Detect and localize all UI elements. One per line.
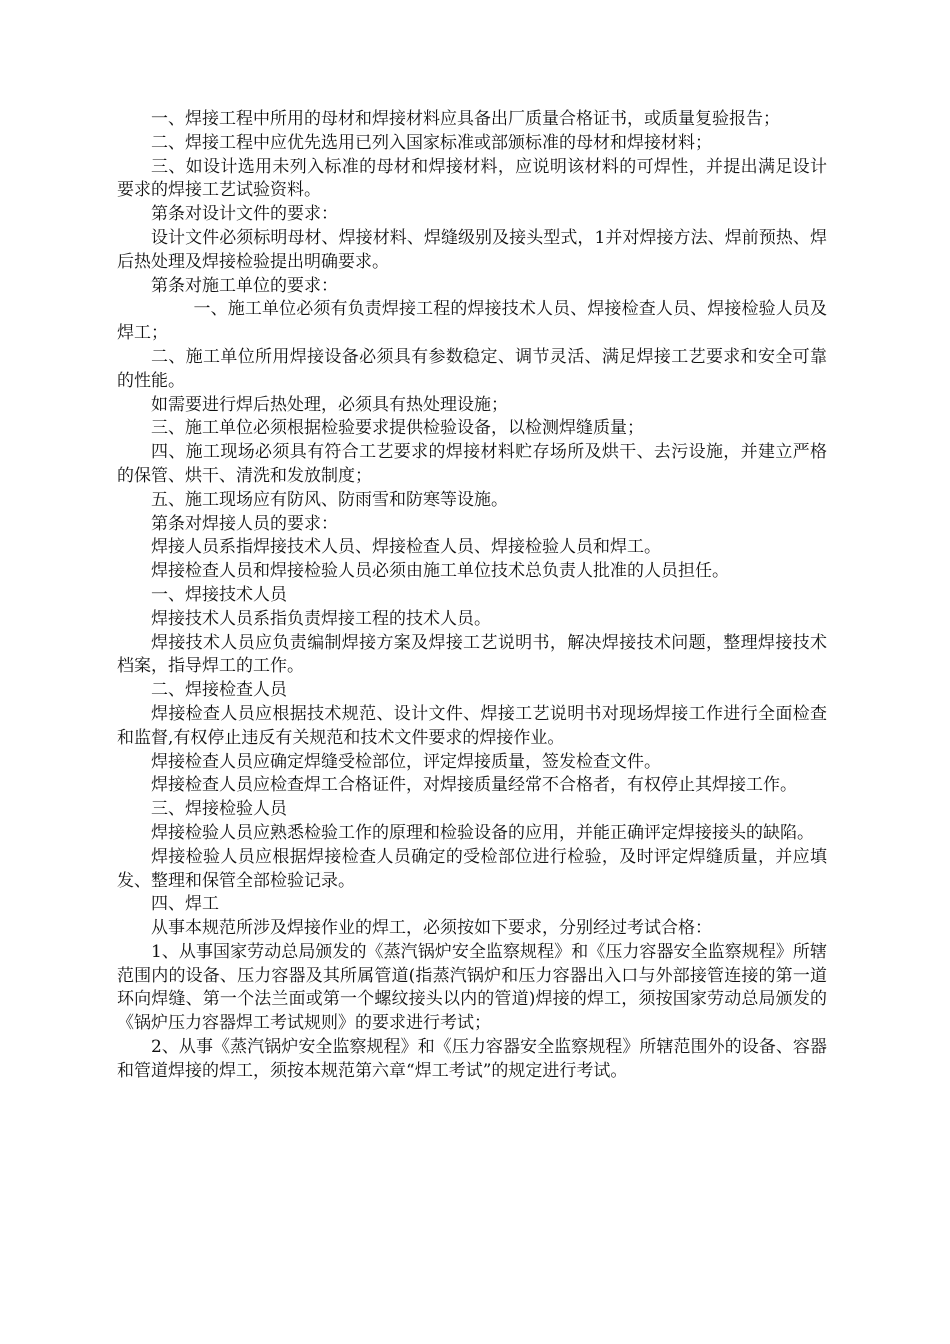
paragraph-2: 二、焊接工程中应优先选用已列入国家标准或部颁标准的母材和焊接材料；: [151, 132, 712, 153]
paragraph-11: 四、施工现场必须具有符合工艺要求的焊接材料贮存场所及烘干、去污设施，并建立严格的保管、烘干、清洗和发放制度；: [117, 442, 827, 486]
paragraph-27: 从事本规范所涉及焊接作业的焊工，必须按如下要求，分别经过考试合格：: [151, 918, 712, 939]
paragraph-3: 三、如设计选用未列入标准的母材和焊接材料，应说明该材料的可焊性，并提出满足设计要求的焊接工艺试验资料。: [117, 156, 827, 201]
paragraph-8: 二、施工单位所用焊接设备必须具有参数稳定、调节灵活、满足焊接工艺要求和安全可靠的性能。: [117, 346, 827, 391]
subheading-welders: 四、焊工: [151, 894, 219, 915]
paragraph-12: 五、施工现场应有防风、防雨雪和防寒等设施。: [151, 489, 508, 510]
paragraph-10: 三、施工单位必须根据检验要求提供检验设备，以检测焊缝质量；: [151, 418, 644, 439]
paragraph-1: 一、焊接工程中所用的母材和焊接材料应具备出厂质量合格证书，或质量复验报告；: [151, 109, 780, 129]
paragraph-17: 焊接技术人员系指负责焊接工程的技术人员。: [151, 608, 491, 629]
paragraph-24: 焊接检验人员应熟悉检验工作的原理和检验设备的应用，并能正确评定焊接接头的缺陷。: [151, 822, 814, 843]
paragraph-9: 如需要进行焊后热处理，必须具有热处理设施；: [151, 394, 508, 415]
paragraph-28: 1、从事国家劳动总局颁发的《蒸汽锅炉安全监察规程》和《压力容器安全监察规程》所辖范围内的设备、压力容器及其所属管道(指蒸汽锅炉和压力容器出入口与外部接管连接的第一道环向焊缝、第一个法兰面或第一个螺纹接头以内的管道)焊接的焊工，须按国家劳动总局颁发的《锅炉压力容器焊工考试规则》的要求进行考试；: [117, 941, 827, 1034]
subheading-inspection-staff: 二、焊接检查人员: [151, 680, 287, 701]
paragraph-15: 焊接检查人员和焊接检验人员必须由施工单位技术总负责人批准的人员担任。: [151, 561, 729, 582]
paragraph-14: 焊接人员系指焊接技术人员、焊接检查人员、焊接检验人员和焊工。: [151, 537, 661, 558]
paragraph-18: 焊接技术人员应负责编制焊接方案及焊接工艺说明书，解决焊接技术问题，整理焊接技术档案，指导焊工的工作。: [117, 632, 827, 677]
paragraph-25: 焊接检验人员应根据焊接检查人员确定的受检部位进行检验，及时评定焊缝质量，并应填发、整理和保管全部检验记录。: [117, 846, 827, 891]
paragraph-21: 焊接检查人员应确定焊缝受检部位，评定焊接质量，签发检查文件。: [151, 751, 661, 772]
section-heading-contractor: 第条对施工单位的要求：: [151, 275, 338, 296]
subheading-technical-staff: 一、焊接技术人员: [151, 584, 287, 605]
paragraph-7: 一、施工单位必须有负责焊接工程的焊接技术人员、焊接检查人员、焊接检验人员及焊工；: [117, 299, 827, 344]
document-body: [117, 108, 827, 1084]
section-heading-design: 第条对设计文件的要求：: [151, 204, 338, 225]
paragraph-22: 焊接检查人员应检查焊工合格证件，对焊接质量经常不合格者，有权停止其焊接工作。: [151, 775, 797, 796]
paragraph-20: 焊接检查人员应根据技术规范、设计文件、焊接工艺说明书对现场焊接工作进行全面检查和监督,有权停止违反有关规范和技术文件要求的焊接作业。: [117, 703, 827, 748]
paragraph-5: 设计文件必须标明母材、焊接材料、焊缝级别及接头型式，1并对焊接方法、焊前预热、焊后热处理及焊接检验提出明确要求。: [117, 227, 827, 272]
subheading-testing-staff: 三、焊接检验人员: [151, 799, 287, 820]
paragraph-29: 2、从事《蒸汽锅炉安全监察规程》和《压力容器安全监察规程》所辖范围外的设备、容器和管道焊接的焊工，须按本规范第六章“焊工考试”的规定进行考试。: [117, 1037, 827, 1081]
section-heading-personnel: 第条对焊接人员的要求：: [151, 513, 338, 534]
